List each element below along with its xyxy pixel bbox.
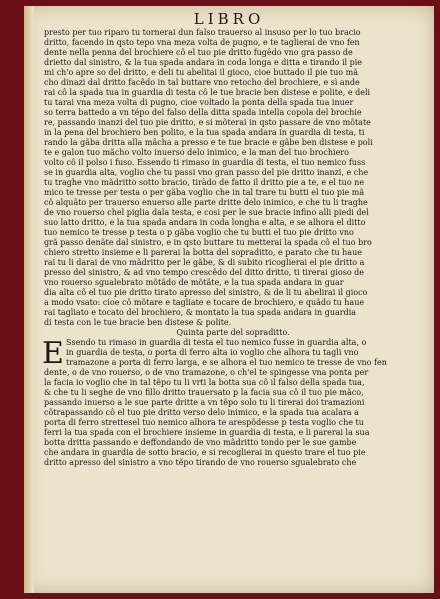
page-gutter [24, 6, 34, 593]
text-line: drietto dal sinistro, & la tua spada andara in coda longa e ditta e tirando il pie [44, 58, 363, 67]
text-line: ferri la tua spada con el brochiere insieme in guardia di testa, e li parerai la sua [44, 428, 370, 437]
text-line: vno rouerso sgualebrato mõtãdo de mõtãte, e la tua spada andara in guar [44, 278, 344, 287]
text-line: cõtrapassando cô el tuo pie dritto verso delo inimico, e la spada tua acalara a [44, 408, 359, 417]
text-line: presto per tuo riparo tu tornerai dun falso trauerso al insuso per lo tuo bracio [44, 28, 361, 37]
text-line: rai tu li darai de vno mãdritto per le gãbe, & di subito ricoglierai el pie dritto a [44, 258, 365, 267]
text-line: te e galon tuo mãcho volto inuerso delo inimico, e la man del tuo brochiero [44, 148, 349, 157]
drop-cap: E [42, 336, 64, 371]
text-line: passando inuerso a le sue parte dritte a vn tẽpo solo tu li tirerai doi tramazioni [44, 398, 365, 407]
book-page [24, 6, 434, 593]
text-line: tuo nemico te tresse p testa o p gãba voglio che tu butti el tuo pie dritto vno [44, 228, 354, 237]
text-line: rai tagliato e tocato del brochiero, & montato la tua spada andara in guardia [44, 308, 357, 317]
text-line: la facia io voglio che in tal tẽpo tu li vrti la botta sua cô il falso della spada tua, [44, 378, 365, 387]
text-line: che andara in guardia de sotto bracio, e si recoglierai in questo trare el tuo pie [44, 448, 366, 457]
paragraph-1 [44, 28, 422, 328]
text-line: mico te tresse per testa o per gãba voglio che in tal trare tu butti el tuo pie mã [44, 188, 365, 197]
text-line: a modo vsato: cioe cô mõtare e tagliate e tocare de brochiero, e quãdo tu haue [44, 298, 365, 307]
text-line: se in guardia alta, voglio che tu passi vno gran passo del pie dritto inanzi, e che [44, 168, 369, 177]
text-line: in la pena del brochiero ben polito, e la tua spada andara in guardia di testa, ti [44, 128, 365, 137]
text-line: presso del sinistro, & ad vno tempo crescêdo del ditto dritto, ti tirerai gioso de [44, 268, 365, 277]
text-line: dia alta cô el tuo pie dritto tirato apresso del sinistro, & de li tu abelirai il gioco [44, 288, 368, 297]
text-line: cho dinazi dal dritto facêdo in tal buttare vno retocho del brochiere, e sì ande [44, 78, 360, 87]
text-line: Ssendo tu rimaso in guardia di testa el tuo nemico fusse in guardia alta, o [66, 338, 367, 347]
text-line: de vno rouerso chel piglia dala testa, e cosi per le sue bracie infino alli piedi del [44, 208, 369, 217]
text-line: so terra battedo a vn tépo del falso della ditta spada intella copola del brochie [44, 108, 362, 117]
text-line: tramazone a porta di ferro larga, e se alhora el tuo nemico te tresse de vno fen [66, 358, 387, 367]
section-heading: Quinta parte del sopraditto. [176, 328, 290, 337]
text-line: rando la gãba dritta alla mãcha a presso e te tue bracie e gãbe ben distese e poli [44, 138, 373, 147]
text-line: mi ch'o apre so del dritto, e deli tu abelitai il gioco, cioe buttado il pie tuo mã [44, 68, 358, 77]
text-line: in guardia de testa, o porta di ferro alta io voglio che alhora tu tagli vno [66, 348, 359, 357]
text-line: volto cô il polso i fuso. Essendo ti rimaso in guardia di testa, el tuo nemico fuss [44, 158, 366, 167]
text-line: cô alquãto per trauerso enuerso alle parte dritte delo inimico, e che tu li traghe [44, 198, 368, 207]
text-line: porta di ferro strettesel tuo nemico alhora te arespõdesse p testa voglio che tu [44, 418, 364, 427]
text-line: chiero stretto insieme e li parerai la botta del sopraditto, e parato che tu haue [44, 248, 362, 257]
text-line: dente nella penna del brochiere cô el tuo pie dritto fugêdo vno gra passo de [44, 48, 353, 57]
text-line: botta dritta passando e deffondando de vno mãdritto tondo per le sue gambe [44, 438, 357, 447]
text-line: tu tarai vna meza volta di pugno, cioe voltado la ponta della spada tua inuer [44, 98, 354, 107]
text-line: tu traghe vno mãdritto sotto bracio, tiràdo de fatto il dritto pie a te, e el tuo ne [44, 178, 365, 187]
text-line: re, passando inanzi del tuo pie dritto, e si mõterai in qsto passare de vno mõtate [44, 118, 371, 127]
text-line: dritto apresso del sinistro a vno tẽpo tirando de vno rouerso sgualebrato che [44, 458, 357, 467]
text-line: di testa con le tue bracie ben distese & polite. [44, 318, 232, 327]
text-line: dente, o de vno rouerso, o de vno tramazone, o ch'el te spingesse vna ponta per [44, 368, 369, 377]
text-line: dritto, facendo in qsto tepo vna meza volta de pugno, e te taglierai de vno fen [44, 38, 360, 47]
text-line: rai cô la spada tua in guardia di testa cô le tue bracie ben distese e polite, e deli [44, 88, 371, 97]
main-text [44, 28, 422, 468]
text-line: grã passo denãte dal sinistro, e in qsto buttare tu metterai la spada cô el tuo bro [44, 238, 372, 247]
paragraph-2 [44, 338, 422, 468]
text-line: suo latto dritto, e la tua spada andara in coda longha e alta, e se alhora el ditto [44, 218, 366, 227]
text-line: & che tu li seghe de vno fillo dritto trauersato p la facia sua cô il tuo pie mãco, [44, 388, 364, 397]
running-header: LIBRO [193, 10, 265, 28]
